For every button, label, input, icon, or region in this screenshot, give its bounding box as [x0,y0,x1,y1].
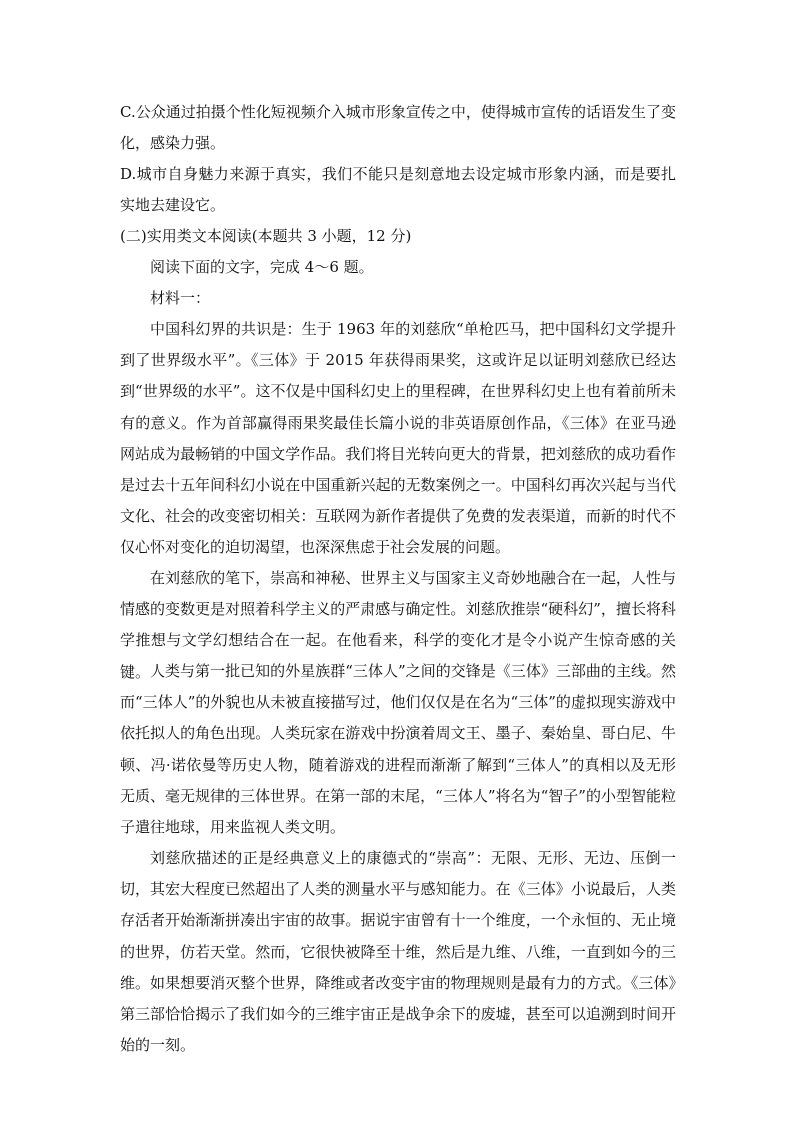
option-d: D.城市自身魅力来源于真实，我们不能只是刻意地去设定城市形象内涵，而是要扎实地去建设它。 [120,165,676,215]
paragraph-4: 刘慈欣描述的正是经典意义上的康德式的“崇高”：无限、无形、无边、压倒一切，其宏大程度已然超出了人类的测量水平与感知能力。在《三体》小说最后，人类存活者开始渐渐拼凑出宇宙的故事。据说宇宙曾有十一个维度，一个永恒的、无止境的世界，仿若天堂。然而，它很快被降至十维，然后是九维、八维，一直到如今的三维。如果想要消灭整个世界，降维或者改变宇宙的物理规则是最有力的方式。《三体》第三部恰恰揭示了我们如今的三维宇宙正是战争余下的废墟，甚至可以追溯到时间开始的一刻。 [120,849,676,1055]
material-label: 材料一： [150,289,211,307]
paragraph-3: 人类与第一批已知的外星族群“三体人”之间的交锋是《三体》三部曲的主线。然而“三体人”的外貌也从未被直接描写过，他们仅仅是在名为“三体”的虚拟现实游戏中依托拟人的角色出现。人类玩家在游戏中扮演着周文王、墨子、秦始皇、哥白尼、牛顿、冯·诺依曼等历史人物，随着游戏的进程而渐渐了解到“三体人”的真相以及无形无质、毫无规律的三体世界。在第一部的末尾，“三体人”将名为“智子”的小型智能粒子遣往地球，用来监视人类文明。 [120,662,676,837]
paragraph-2: 在刘慈欣的笔下，崇高和神秘、世界主义与国家主义奇妙地融合在一起，人性与情感的变数更是对照着科学主义的严肃感与确定性。刘慈欣推崇“硬科幻”，擅长将科学推想与文学幻想结合在一起。在他看来，科学的变化才是令小说产生惊奇感的关键。 [120,569,676,681]
paragraph-1: 中国科幻界的共识是：生于 1963 年的刘慈欣“单枪匹马，把中国科幻文学提升到了世界级水平”。《三体》于 2015 年获得雨果奖，这或许足以证明刘慈欣已经达到“世界级的水平”。这不仅是中国科幻史上的里程碑，在世界科幻史上也有着前所未有的意义。作为首部赢得雨果奖最佳长篇小说的非英语原创作品，《三体》在亚马逊网站成为最畅销的中国文学作品。我们将目光转向更大的背景，把刘慈欣的成功看作是过去十五年间科幻小说在中国重新兴起的无数案例之一。中国科幻再次兴起与当代文化、社会的改变密切相关：互联网为新作者提供了免费的发表渠道，而新的时代不仅心怀对变化的迫切渴望，也深深焦虑于社会发展的问题。 [120,320,676,557]
section-heading: (二)实用类文本阅读(本题共 3 小题，12 分) [120,227,412,245]
option-c: C.公众通过拍摄个性化短视频介入城市形象宣传之中，使得城市宣传的话语发生了变化，感染力强。 [120,103,676,153]
reading-instruction: 阅读下面的文字，完成 4～6 题。 [150,258,374,276]
